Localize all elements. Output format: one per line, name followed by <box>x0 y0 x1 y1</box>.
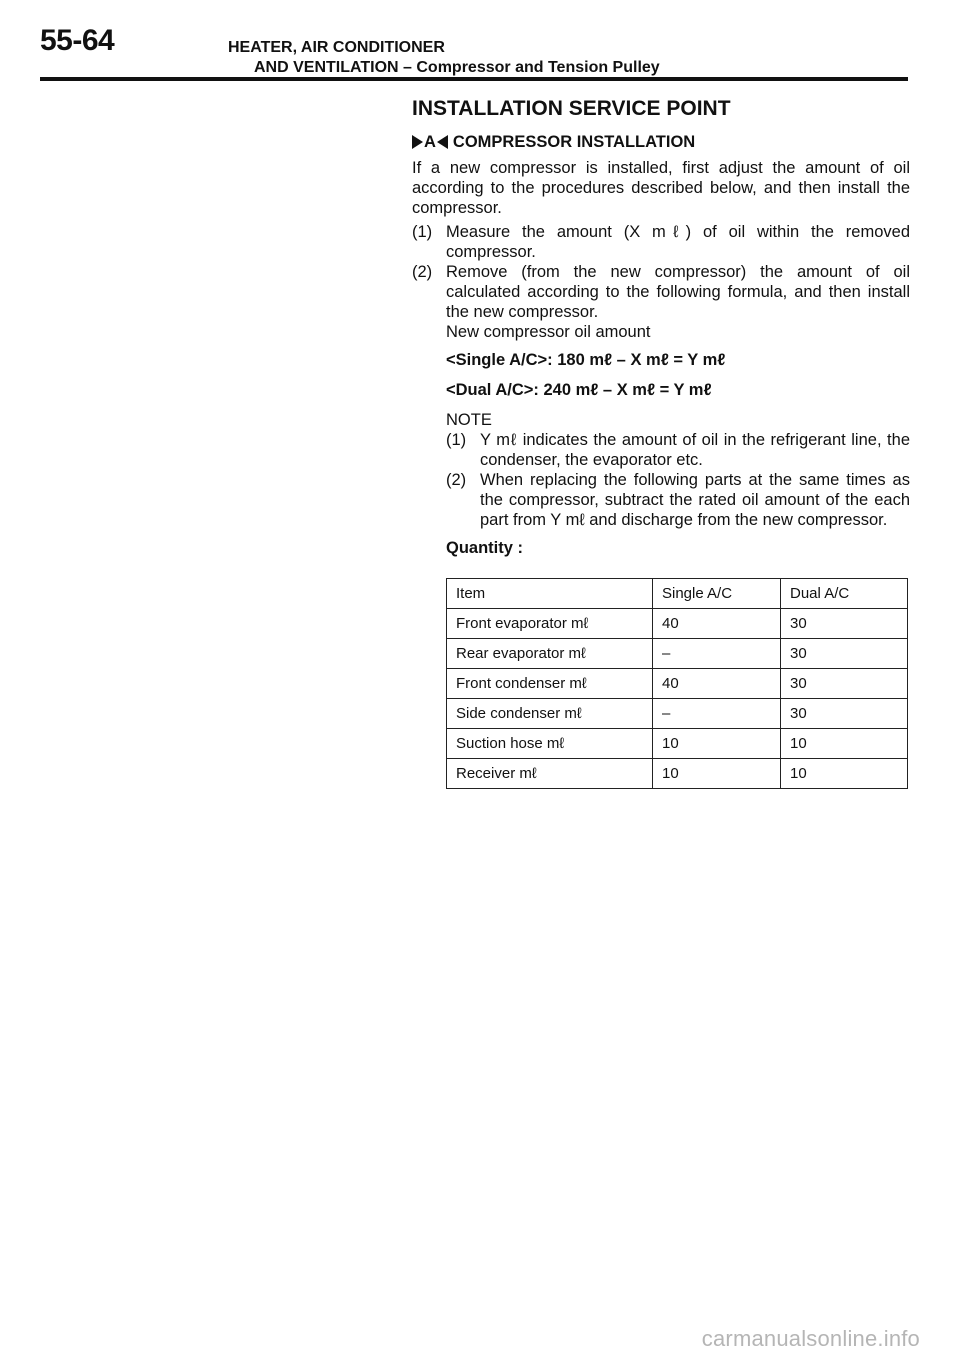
step-2 <box>412 262 910 322</box>
table-cell: 30 <box>781 639 908 669</box>
table-cell: 10 <box>781 729 908 759</box>
table-header-cell: Single A/C <box>653 579 781 609</box>
header-title-line1: HEATER, AIR CONDITIONER <box>228 39 445 56</box>
table-cell: Front evaporator mℓ <box>447 609 653 639</box>
note-heading: NOTE <box>446 411 492 429</box>
table-cell: 30 <box>781 699 908 729</box>
table-cell: 30 <box>781 609 908 639</box>
note-text: Y mℓ indicates the amount of oil in the refrigerant line, the condenser, the evaporator etc. <box>480 431 910 469</box>
table-header-cell: Item <box>447 579 653 609</box>
formula-single: <Single A/C>: 180 mℓ – X mℓ = Y mℓ <box>446 351 726 369</box>
table-cell: Rear evaporator mℓ <box>447 639 653 669</box>
sub-title-text: COMPRESSOR INSTALLATION <box>452 133 696 151</box>
header-rule <box>40 77 908 81</box>
table-cell: 10 <box>653 759 781 789</box>
note-list <box>446 430 910 530</box>
table-cell: Side condenser mℓ <box>447 699 653 729</box>
page-number: 55-64 <box>40 24 115 57</box>
step-text: Measure the amount (X mℓ) of oil within the removed compressor. <box>446 223 910 261</box>
note-text: When replacing the following parts at the same times as the compressor, subtract the rated oil amount of the each part from Y mℓ and discharge from the new compressor. <box>480 471 910 529</box>
table-header-row <box>447 579 908 609</box>
quantity-table <box>446 578 908 789</box>
table-row <box>447 699 908 729</box>
quantity-label: Quantity : <box>446 539 523 557</box>
note-2 <box>446 470 910 530</box>
table-cell: Suction hose mℓ <box>447 729 653 759</box>
note-number: (1) <box>446 431 467 449</box>
triangle-left-icon <box>437 135 448 149</box>
triangle-right-icon <box>412 135 423 149</box>
table-row <box>447 609 908 639</box>
footer-watermark[interactable]: carmanualsonline.info <box>701 1326 920 1351</box>
note-1 <box>446 430 910 470</box>
table-cell: Front condenser mℓ <box>447 669 653 699</box>
table-cell: 40 <box>653 669 781 699</box>
table-cell: – <box>653 639 781 669</box>
step-text: Remove (from the new compressor) the amount of oil calculated according to the following formula, and then install the new compressor. <box>446 263 910 321</box>
marker-letter: A <box>424 133 436 151</box>
table-cell: Receiver mℓ <box>447 759 653 789</box>
header-title <box>228 38 660 78</box>
table-cell: 40 <box>653 609 781 639</box>
step-number: (2) <box>412 263 433 281</box>
new-oil-label: New compressor oil amount <box>446 323 651 341</box>
intro-paragraph: If a new compressor is installed, first adjust the amount of oil according to the procedures described below, and then install the compressor. <box>412 159 910 217</box>
header-title-line2: AND VENTILATION – Compressor and Tension Pulley <box>254 59 660 76</box>
formula-dual: <Dual A/C>: 240 mℓ – X mℓ = Y mℓ <box>446 381 712 399</box>
note-number: (2) <box>446 471 467 489</box>
section-title: INSTALLATION SERVICE POINT <box>412 97 731 120</box>
table-cell: 30 <box>781 669 908 699</box>
table-header-cell: Dual A/C <box>781 579 908 609</box>
table-cell: 10 <box>781 759 908 789</box>
table-cell: – <box>653 699 781 729</box>
table-row <box>447 669 908 699</box>
content <box>412 96 910 570</box>
table-cell: 10 <box>653 729 781 759</box>
step-number: (1) <box>412 223 433 241</box>
sub-title <box>412 132 910 152</box>
table-row <box>447 759 908 789</box>
table-row <box>447 639 908 669</box>
table-row <box>447 729 908 759</box>
step-1 <box>412 222 910 262</box>
